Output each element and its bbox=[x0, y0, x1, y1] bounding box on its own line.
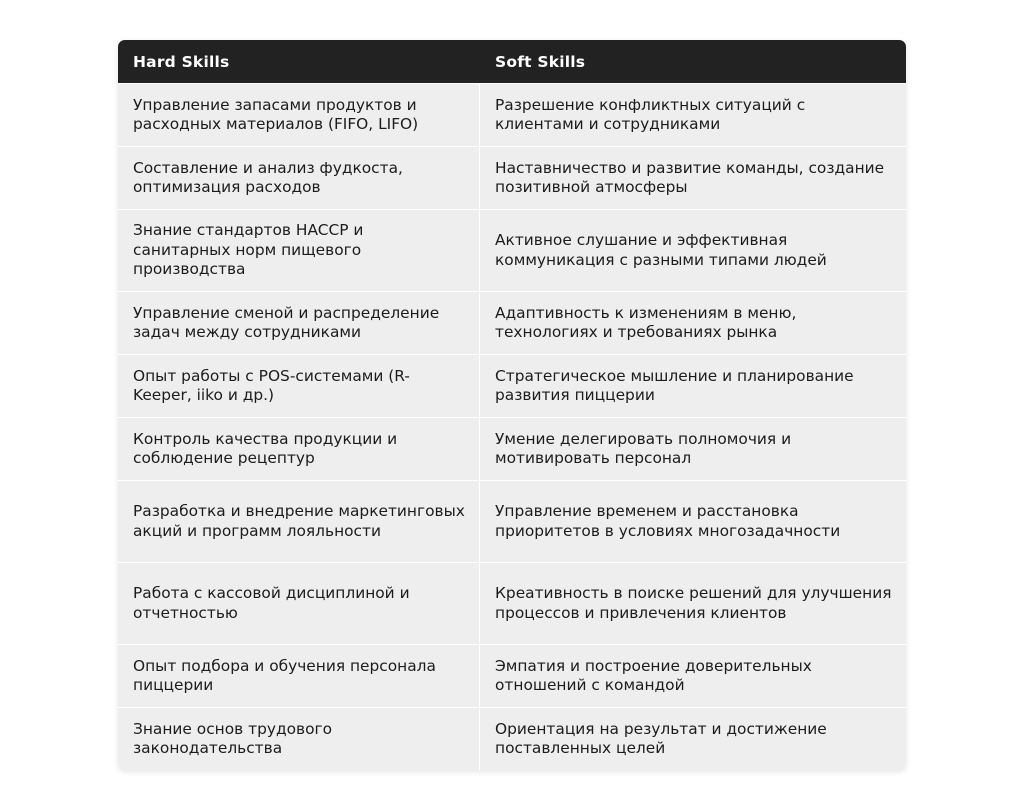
header-soft-skills: Soft Skills bbox=[495, 52, 586, 71]
hard-skill-cell: Опыт подбора и обучения персонала пиццерии bbox=[118, 645, 480, 707]
table-row bbox=[118, 146, 906, 209]
table-row bbox=[118, 354, 906, 417]
table-row bbox=[118, 83, 906, 146]
table-row bbox=[118, 644, 906, 707]
hard-skill-cell: Опыт работы с POS-системами (R-Keeper, iiko и др.) bbox=[118, 355, 480, 417]
soft-skill-cell: Стратегическое мышление и планирование развития пиццерии bbox=[495, 366, 854, 404]
table-row bbox=[118, 707, 906, 770]
skills-table bbox=[118, 40, 906, 770]
soft-skill-cell: Разрешение конфликтных ситуаций с клиентами и сотрудниками bbox=[495, 95, 806, 133]
soft-skill-cell: Ориентация на результат и достижение поставленных целей bbox=[495, 719, 827, 757]
table-row bbox=[118, 291, 906, 354]
soft-skill-cell: Наставничество и развитие команды, создание позитивной атмосферы bbox=[495, 158, 885, 196]
hard-skill-cell: Составление и анализ фудкоста, оптимизация расходов bbox=[118, 147, 480, 209]
hard-skill-cell: Разработка и внедрение маркетинговых акций и программ лояльности bbox=[118, 481, 480, 562]
table-row bbox=[118, 562, 906, 644]
hard-skill-cell: Знание стандартов HACCP и санитарных норм пищевого производства bbox=[118, 210, 480, 291]
soft-skill-cell: Эмпатия и построение доверительных отношений с командой bbox=[495, 656, 812, 694]
soft-skill-cell: Адаптивность к изменениям в меню, технологиях и требованиях рынка bbox=[495, 303, 797, 341]
table-row bbox=[118, 417, 906, 480]
table-header bbox=[118, 40, 906, 83]
soft-skill-cell: Умение делегировать полномочия и мотивировать персонал bbox=[495, 429, 792, 467]
hard-skill-cell: Управление запасами продуктов и расходных материалов (FIFO, LIFO) bbox=[118, 84, 480, 146]
hard-skill-cell: Управление сменой и распределение задач между сотрудниками bbox=[118, 292, 480, 354]
soft-skill-cell: Креативность в поиске решений для улучшения процессов и привлечения клиентов bbox=[495, 584, 892, 622]
hard-skill-cell: Работа с кассовой дисциплиной и отчетностью bbox=[118, 563, 480, 644]
table-row bbox=[118, 480, 906, 562]
hard-skill-cell: Знание основ трудового законодательства bbox=[118, 708, 480, 770]
header-hard-skills: Hard Skills bbox=[133, 52, 230, 71]
hard-skill-cell: Контроль качества продукции и соблюдение рецептур bbox=[118, 418, 480, 480]
soft-skill-cell: Активное слушание и эффективная коммуникация с разными типами людей bbox=[495, 231, 827, 269]
table-row bbox=[118, 209, 906, 291]
soft-skill-cell: Управление временем и расстановка приоритетов в условиях многозадачности bbox=[495, 502, 841, 540]
